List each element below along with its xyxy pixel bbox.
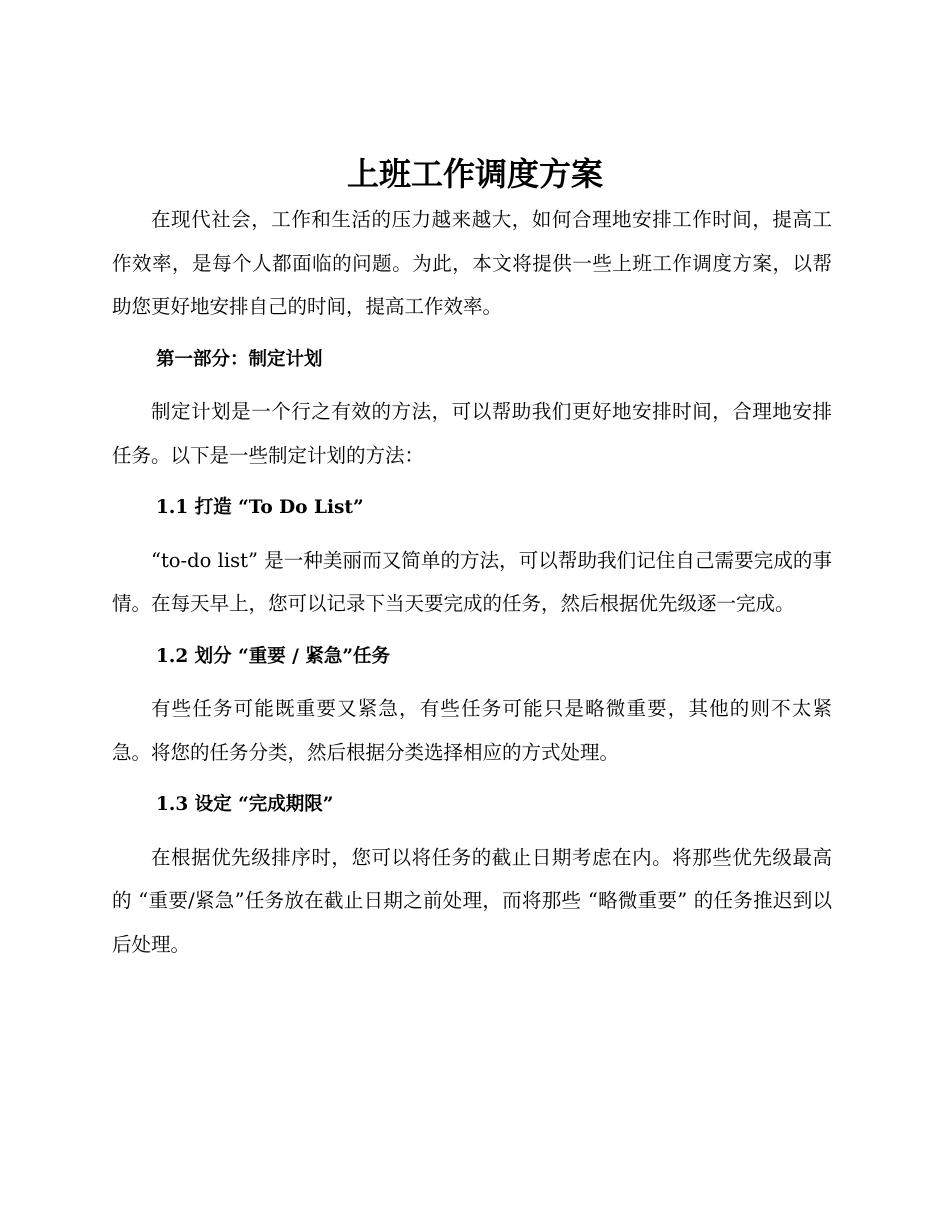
section-1-3-paragraph: 在根据优先级排序时，您可以将任务的截止日期考虑在内。将那些优先级最高的 “重要/紧急”任务放在截止日期之前处理，而将那些 “略微重要” 的任务推迟到以后处理。 bbox=[112, 845, 832, 956]
part1-heading: 第一部分：制定计划 bbox=[156, 348, 323, 370]
section-1-1-heading: 1.1 打造 “To Do List” bbox=[156, 497, 364, 518]
document-body bbox=[112, 198, 832, 966]
section-1-1-paragraph: “to-do list” 是一种美丽而又简单的方法，可以帮助我们记住自己需要完成的事情。在每天早上，您可以记录下当天要完成的任务，然后根据优先级逐一完成。 bbox=[112, 548, 832, 615]
section-1-2-heading: 1.2 划分 “重要 / 紧急”任务 bbox=[156, 645, 390, 667]
section-1-2-paragraph: 有些任务可能既重要又紧急，有些任务可能只是略微重要，其他的则不太紧急。将您的任务分类，然后根据分类选择相应的方式处理。 bbox=[112, 697, 832, 764]
section-1-3-heading: 1.3 设定 “完成期限” bbox=[156, 794, 334, 815]
document-title: 上班工作调度方案 bbox=[346, 155, 603, 193]
part1-intro-paragraph: 制定计划是一个行之有效的方法，可以帮助我们更好地安排时间，合理地安排任务。以下是一些制定计划的方法： bbox=[112, 400, 832, 467]
intro-paragraph: 在现代社会，工作和生活的压力越来越大，如何合理地安排工作时间，提高工作效率，是每个人都面临的问题。为此，本文将提供一些上班工作调度方案，以帮助您更好地安排自己的时间，提高工作效率。 bbox=[112, 208, 832, 318]
